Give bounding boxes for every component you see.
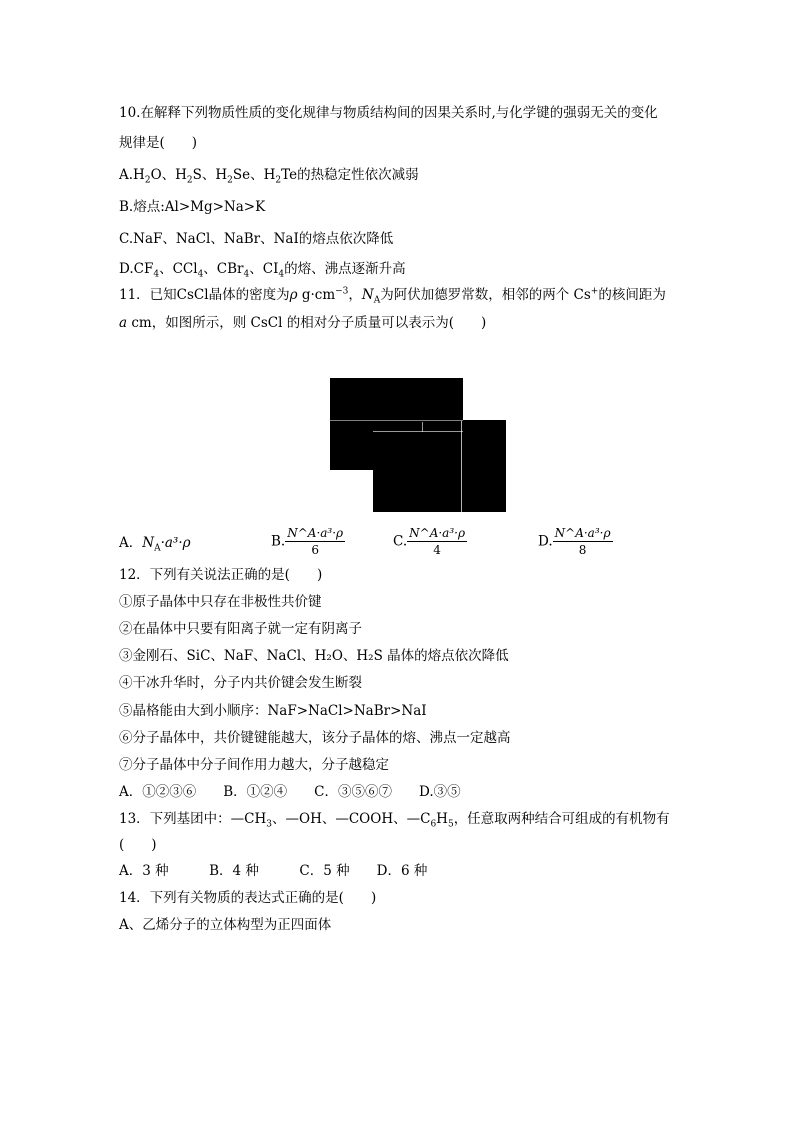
cscl-crystal-figure xyxy=(330,378,506,514)
q11-option-d: D. $\frac{\text{N\textasciicircum{}A·a³·ρ}}{8}$ xyxy=(538,526,611,557)
q11-stem-line1: 11．已知CsCl晶体的密度为ρ $g\cdot cm^{-3}$，$N_A$为阿伏加德罗常数，相邻的两个 Cs+的核间距为 xyxy=(119,286,666,306)
q12-item-3: ③金刚石、SiC、NaF、NaCl、H₂O、H₂S 晶体的熔点依次降低 xyxy=(119,648,509,664)
q12-item-7: ⑦分子晶体中分子间作用力越大，分子越稳定 xyxy=(119,757,389,773)
q12-choices: A．①②③⑥ B．①②④ C．③⑤⑥⑦ D.③⑤ xyxy=(119,784,461,800)
q12-item-1: ①原子晶体中只存在非极性共价键 xyxy=(119,594,322,610)
q10-stem-line1: 10.在解释下列物质性质的变化规律与物质结构间的因果关系时,与化学键的强弱无关的变化 xyxy=(119,105,658,121)
q11-option-a: A．$N_A\cdot a^3\cdot\rho$ xyxy=(119,535,191,554)
q14-stem: 14．下列有关物质的表达式正确的是( ) xyxy=(119,890,377,906)
q13-stem: 13．下列基团中：$—CH_3$、—OH、—COOH、$—C_6H_5$，任意取两种结合可组成的有机物有 xyxy=(119,811,670,830)
q10-option-a: $A.H_2O$、$H_2S$、$H_2Se$、$H_2Te$的热稳定性依次减弱 xyxy=(119,167,419,186)
q10-option-c: C.NaF、NaCl、NaBr、NaI的熔点依次降低 xyxy=(119,231,394,247)
q11-option-c: C. $\frac{\text{N\textasciicircum{}A·a³·ρ}}{4}$ xyxy=(393,526,466,557)
q10-stem-line2: 规律是( ) xyxy=(119,135,198,151)
q13-choices: A．3 种 B．4 种 C．5 种 D．6 种 xyxy=(119,863,428,879)
q12-item-6: ⑥分子晶体中，共价键键能越大，该分子晶体的熔、沸点一定越高 xyxy=(119,730,511,746)
q10-option-d: $D.CF_4$、CCl$_4$、CBr$_4$、$CI_4$的熔、沸点逐渐升高 xyxy=(119,261,406,280)
q13-paren: ( ) xyxy=(119,837,157,853)
q11-option-b: B. $\frac{\text{N\textasciicircum{}A·a³·ρ}}{6}$ xyxy=(271,526,344,557)
q10-option-b: B.熔点:Al>Mg>Na>K xyxy=(119,199,266,215)
q12-stem: 12．下列有关说法正确的是( ) xyxy=(119,567,323,583)
q11-stem-line2: a cm，如图所示，则 CsCl 的相对分子质量可以表示为( ) xyxy=(119,315,487,331)
q12-item-4: ④干冰升华时，分子内共价键会发生断裂 xyxy=(119,675,362,691)
q14-option-a: A、乙烯分子的立体构型为正四面体 xyxy=(119,917,332,933)
q12-item-2: ②在晶体中只要有阳离子就一定有阴离子 xyxy=(119,621,362,637)
q12-item-5: ⑤晶格能由大到小顺序：NaF>NaCl>NaBr>NaI xyxy=(119,703,427,719)
